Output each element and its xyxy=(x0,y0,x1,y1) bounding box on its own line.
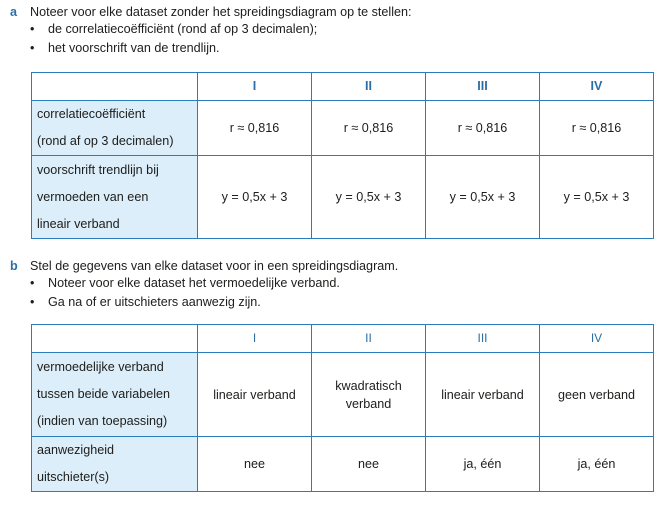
table-header-row xyxy=(32,325,654,353)
column-header: I xyxy=(198,73,312,101)
table-cell: ja, één xyxy=(426,437,540,492)
table-row xyxy=(32,156,654,239)
bullet-icon: • xyxy=(30,22,35,36)
table-cell xyxy=(540,353,654,437)
cell-line: kwadratisch xyxy=(335,378,402,393)
bullet-icon: • xyxy=(30,295,35,309)
table-row xyxy=(32,437,654,492)
row-header-line: vermoedelijke verband xyxy=(37,360,164,374)
column-header: III xyxy=(426,325,540,353)
section-b-instruction-line xyxy=(10,258,398,274)
cell-line: lineair verband xyxy=(441,387,524,402)
section-a-table xyxy=(31,72,654,239)
column-header: II xyxy=(312,325,426,353)
table-header-row xyxy=(32,73,654,101)
section-b-table xyxy=(31,324,654,492)
table-row xyxy=(32,353,654,437)
table-corner xyxy=(32,325,198,353)
section-b-bullet-1 xyxy=(30,275,340,291)
table-cell: nee xyxy=(198,437,312,492)
bullet-text: het voorschrift van de trendlijn. xyxy=(48,41,220,55)
column-header: IV xyxy=(540,325,654,353)
section-a-letter: a xyxy=(10,5,18,19)
column-header: III xyxy=(426,73,540,101)
table-cell: r ≈ 0,816 xyxy=(198,101,312,156)
row-header-line: lineair verband xyxy=(37,216,120,231)
row-header-line: tussen beide variabelen xyxy=(37,387,171,401)
column-header: I xyxy=(198,325,312,353)
table-cell: r ≈ 0,816 xyxy=(426,101,540,156)
row-header-line: (indien van toepassing) xyxy=(37,414,168,428)
cell-line: verband xyxy=(345,396,392,411)
row-header-line: voorschrift trendlijn bij xyxy=(37,162,159,177)
row-header xyxy=(32,353,198,437)
section-b-letter: b xyxy=(10,259,18,273)
row-header-line: vermoeden van een xyxy=(37,189,149,204)
table-cell: nee xyxy=(312,437,426,492)
table-cell: y = 0,5x + 3 xyxy=(540,156,654,239)
table-cell: ja, één xyxy=(540,437,654,492)
table-cell xyxy=(198,353,312,437)
section-a-instruction-line xyxy=(10,4,412,20)
bullet-icon: • xyxy=(30,276,35,290)
section-b-instruction: Stel de gegevens van elke dataset voor in een spreidingsdiagram. xyxy=(30,259,399,273)
bullet-text: de correlatiecoëfficiënt (rond af op 3 decimalen); xyxy=(48,22,318,36)
row-header xyxy=(32,437,198,492)
table-cell xyxy=(426,353,540,437)
cell-line: geen verband xyxy=(557,387,636,402)
section-a-bullet-2 xyxy=(30,40,220,56)
row-header-line: uitschieter(s) xyxy=(37,470,110,484)
section-b-bullet-2 xyxy=(30,294,261,310)
row-header xyxy=(32,156,198,239)
table-cell: r ≈ 0,816 xyxy=(312,101,426,156)
bullet-text: Noteer voor elke dataset het vermoedelijke verband. xyxy=(48,276,340,290)
table-cell: y = 0,5x + 3 xyxy=(198,156,312,239)
cell-line: lineair verband xyxy=(213,387,296,402)
table-cell: y = 0,5x + 3 xyxy=(426,156,540,239)
table-corner xyxy=(32,73,198,101)
section-a-instruction: Noteer voor elke dataset zonder het spreidingsdiagram op te stellen: xyxy=(30,5,412,19)
row-header-line: (rond af op 3 decimalen) xyxy=(37,134,174,148)
bullet-text: Ga na of er uitschieters aanwezig zijn. xyxy=(48,295,261,309)
row-header-line: correlatiecoëfficiënt xyxy=(37,107,146,121)
table-cell: r ≈ 0,816 xyxy=(540,101,654,156)
table-row xyxy=(32,101,654,156)
row-header xyxy=(32,101,198,156)
column-header: II xyxy=(312,73,426,101)
row-header-line: aanwezigheid xyxy=(37,443,115,457)
table-cell: y = 0,5x + 3 xyxy=(312,156,426,239)
table-cell xyxy=(312,353,426,437)
section-a-bullet-1 xyxy=(30,21,317,37)
column-header: IV xyxy=(540,73,654,101)
bullet-icon: • xyxy=(30,41,35,55)
